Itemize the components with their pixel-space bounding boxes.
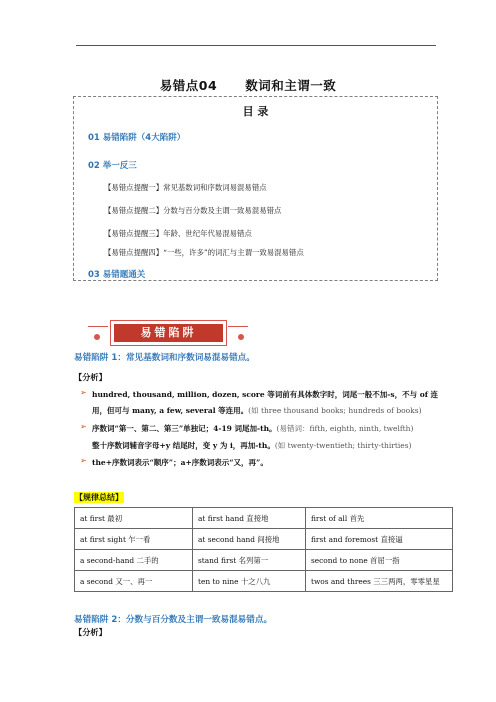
trap1-bullet1-line2-example: (如 three thousand books; hundreds of books) xyxy=(248,406,422,415)
toc-section-1[interactable]: 01 易错陷阱（4大陷阱） xyxy=(88,133,186,143)
trap1-bullet3: the+序数词表示“顺序”；a+序数词表示“又，再”。 xyxy=(92,458,268,467)
trap1-bullet2-line1 xyxy=(92,423,413,434)
trap2-heading: 易错陷阱 2：分数与百分数及主谓一致易混易错点。 xyxy=(74,615,273,625)
table-row xyxy=(75,529,453,550)
trap1-bullet2-example: (易错词：fifth, eighth, ninth, twelfth) xyxy=(276,424,414,433)
toc-item-1[interactable]: 【易错点提醒一】常见基数词和序数词易混易错点 xyxy=(104,183,267,192)
trap1-bullet2-line2 xyxy=(92,440,412,451)
table-cell: at first hand 直接地 xyxy=(193,508,306,529)
page-title xyxy=(0,76,496,94)
table-cell: at first 最初 xyxy=(75,508,193,529)
trap1-bullet2-line2-bold: 整十序数词辅音字母+y 结尾时，变 y 为 i，再加-th。 xyxy=(92,441,275,450)
trap1-bullet1-line1: hundred, thousand, million, dozen, score 等词前有具体数字时，词尾一般不加-s，不与 of 连 xyxy=(92,390,439,399)
table-cell: twos and threes 三三两两，零零星星 xyxy=(306,571,453,592)
table-cell: stand first 名列第一 xyxy=(193,550,306,571)
table-of-contents xyxy=(73,96,438,281)
table-row xyxy=(75,571,453,592)
toc-item-4[interactable]: 【易错点提醒四】“一些，许多”的词汇与主谓一致易混易错点 xyxy=(104,248,304,257)
trap2-analysis-label: 【分析】 xyxy=(74,627,107,637)
toc-section-3[interactable]: 03 易错题通关 xyxy=(88,270,146,280)
banner-right-line xyxy=(228,326,248,327)
title-left: 易错点04 xyxy=(159,78,218,93)
header-rule xyxy=(76,45,436,46)
trap-banner xyxy=(88,316,253,350)
banner-label: 易错陷阱 xyxy=(114,324,223,342)
table-cell: at first sight 乍一看 xyxy=(75,529,193,550)
table-cell: a second-hand 二手的 xyxy=(75,550,193,571)
bullet-arrow-icon: ➢ xyxy=(80,422,87,431)
toc-item-3[interactable]: 【易错点提醒三】年龄、世纪年代易混易错点 xyxy=(104,229,252,238)
table-cell: ten to nine 十之八九 xyxy=(193,571,306,592)
toc-heading: 目 录 xyxy=(242,105,269,118)
title-right: 数词和主谓一致 xyxy=(245,78,337,93)
banner-right-dot xyxy=(238,334,244,340)
rules-table xyxy=(74,507,453,592)
trap1-bullet1-line2 xyxy=(92,405,422,416)
table-cell: first of all 首先 xyxy=(306,508,453,529)
banner-left-line xyxy=(88,326,108,327)
table-cell: first and foremost 直接逼 xyxy=(306,529,453,550)
table-cell: second to none 首屈一指 xyxy=(306,550,453,571)
trap1-analysis-label: 【分析】 xyxy=(74,372,107,382)
trap1-bullet2-line2-example: (如 twenty-twentieth; thirty-thirties) xyxy=(274,441,412,450)
bullet-arrow-icon: ➢ xyxy=(80,388,87,397)
table-row xyxy=(75,550,453,571)
banner-box xyxy=(110,320,227,346)
trap1-bullet1-line2-bold: 用，但可与 many, a few, several 等连用。 xyxy=(92,406,249,415)
table-cell: a second 又一、再一 xyxy=(75,571,193,592)
trap1-bullet2-bold: 序数词“第一、第二、第三”单独记；4-19 词尾加-th。 xyxy=(92,424,277,433)
toc-item-2[interactable]: 【易错点提醒二】分数与百分数及主谓一致易混易错点 xyxy=(104,206,282,215)
bullet-arrow-icon: ➢ xyxy=(80,456,87,465)
trap1-heading: 易错陷阱 1：常见基数词和序数词易混易错点。 xyxy=(74,353,255,363)
table-cell: at second hand 间接地 xyxy=(193,529,306,550)
toc-section-2[interactable]: 02 举一反三 xyxy=(88,161,137,171)
rules-summary-title: 【规律总结】 xyxy=(75,493,123,502)
table-row xyxy=(75,508,453,529)
banner-left-dot xyxy=(94,334,100,340)
